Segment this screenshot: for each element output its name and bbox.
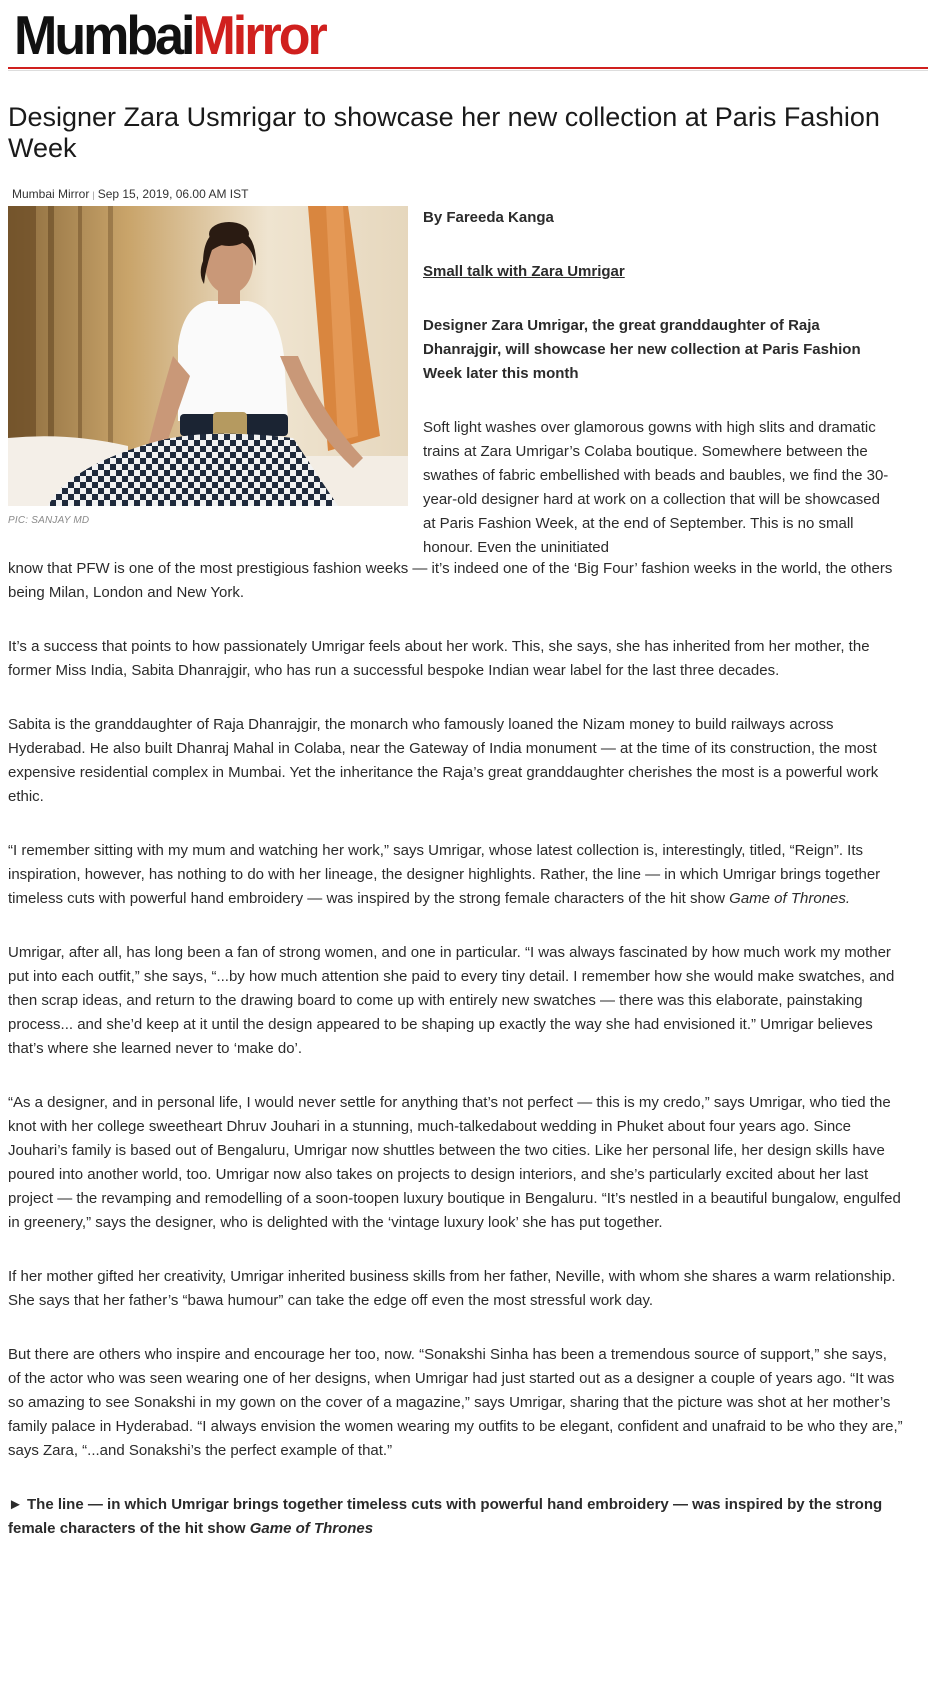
paragraph-4-text: “I remember sitting with my mum and watching her work,” says Umrigar, whose latest collection is, interestingly, titled, “Reign”. Its inspiration, however, has nothing to do with her lineage, the designer highlights. Rather, the line — in which Umrigar brings together timeless cuts with powerful hand embroidery — was inspired by the strong female characters of the hit show: [8, 842, 881, 907]
standfirst: Designer Zara Umrigar, the great granddaughter of Raja Dhanrajgir, will showcase her new collection at Paris Fashion Week later this month: [423, 317, 861, 382]
pull-quote: [8, 1493, 903, 1541]
article-headline: Designer Zara Usmrigar to showcase her new collection at Paris Fashion Week: [8, 102, 880, 163]
header-rule-shadow: [8, 70, 928, 71]
paragraph-8: But there are others who inspire and encourage her too, now. “Sonakshi Sinha has been a tremendous source of support,” she says, of the actor who was seen wearing one of her designs, when Umrigar had just started out as a designer a couple of years ago. “It was so amazing to see Sonakshi in my gown on the cover of a magazine,” says Umrigar, sharing that the picture was shot at her mother’s family palace in Hyderabad. “I always envision the women wearing my outfits to be elegant, confident and unafraid to be who they are,” says Zara, “...and Sonakshi’s the perfect example of that.”: [8, 1346, 903, 1459]
logo-mirror: Mirror: [192, 5, 325, 67]
paragraph-6: “As a designer, and in personal life, I would never settle for anything that’s not perfect — this is my credo,” says Umrigar, who tied the knot with her college sweetheart Dhruv Jouhari in a stunning, much-talkedabout wedding in Phuket about four years ago. Since Jouhari’s family is based out of Bengaluru, Umrigar now shuttles between the two cities. Like her personal life, her design skills have poured into another world, too. Umrigar now also takes on projects to design interiors, and she’s particularly excited about her last project — the revamping and remodelling of a soon-toopen luxury boutique in Bengaluru. “It’s nestled in a beautiful bungalow, engulfed in greenery,” says the designer, who is delighted with the ‘vintage luxury look’ she has put together.: [8, 1094, 901, 1231]
paragraph-7: If her mother gifted her creativity, Umrigar inherited business skills from her father, Neville, with whom she shares a warm relationship. She says that her father’s “bawa humour” can take the edge off even the most stressful work day.: [8, 1268, 896, 1309]
paragraph-1-side: Soft light washes over glamorous gowns with high slits and dramatic trains at Zara Umrigar’s Colaba boutique. Somewhere between the swathes of fabric embellished with beads and baubles, we find the 30-year-old designer hard at work on a collection that will be showcased at Paris Fashion Week, at the end of September. This is no small honour. Even the uninitiated: [423, 419, 889, 556]
article-meta: [12, 187, 248, 201]
header-rule: [8, 67, 928, 69]
paragraph-2: It’s a success that points to how passionately Umrigar feels about her work. This, she says, she has inherited from her mother, the former Miss India, Sabita Dhanrajgir, who has run a successful bespoke Indian wear label for the last three decades.: [8, 638, 870, 679]
pull-quote-show-title: Game of Thrones: [249, 1520, 374, 1537]
meta-separator: |: [92, 190, 95, 200]
paragraph-4-show-title: Game of Thrones.: [729, 890, 851, 907]
paragraph-1-rest: know that PFW is one of the most prestigious fashion weeks — it’s indeed one of the ‘Big Four’ fashion weeks in the world, the others being Milan, London and New York.: [8, 560, 893, 601]
paragraph-5: Umrigar, after all, has long been a fan of strong women, and one in particular. “I was always fascinated by how much work my mother put into each outfit,” she says, “...by how much attention she paid to every tiny detail. I remember how she would make swatches, and then scrap ideas, and return to the drawing board to come up with entirely new swatches — there was this elaborate, painstaking process... and she’d keep at it until the design appeared to be shaping up exactly the way she had envisioned it.” Umrigar believes that’s where she learned never to ‘make do’.: [8, 944, 895, 1057]
author-name: By Fareeda Kanga: [423, 209, 554, 226]
side-column: [423, 206, 893, 560]
pull-quote-text: ► The line — in which Umrigar brings together timeless cuts with powerful hand embroidery — was inspired by the strong female characters of the hit show: [8, 1496, 883, 1537]
article-body: [8, 557, 903, 1571]
paragraph-4: [8, 839, 903, 911]
meta-date: Sep 15, 2019, 06.00 AM IST: [97, 187, 249, 201]
article-photo: [8, 206, 408, 506]
paragraph-3: Sabita is the granddaughter of Raja Dhanrajgir, the monarch who famously loaned the Nizam money to build railways across Hyderabad. He also built Dhanraj Mahal in Colaba, near the Gateway of India monument — at the time of its construction, the most expensive residential complex in Mumbai. Yet the inheritance the Raja’s great granddaughter cherishes the most is a powerful work ethic.: [8, 716, 879, 805]
masthead-logo[interactable]: [14, 5, 325, 67]
meta-source[interactable]: Mumbai Mirror: [12, 187, 90, 201]
section-link[interactable]: Small talk with Zara Umrigar: [423, 263, 625, 280]
photo-illustration: [8, 206, 408, 506]
photo-credit: PIC: SANJAY MD: [8, 515, 90, 526]
logo-mumbai: Mumbai: [14, 5, 193, 67]
